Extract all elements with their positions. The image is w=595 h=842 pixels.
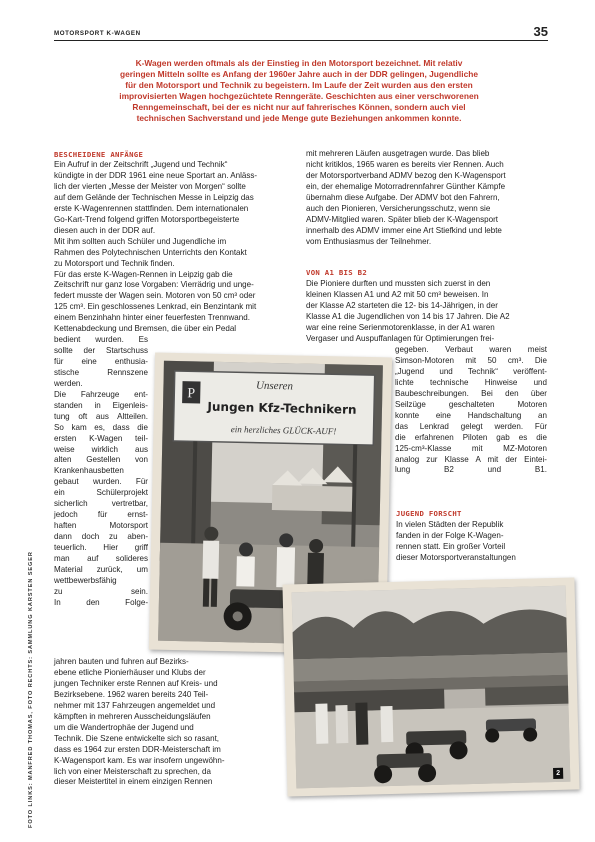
text-line: Vergaser und Auspuffanlagen für Optimierungen frei- (306, 333, 495, 343)
text-line: alten Gestellen von (54, 455, 148, 465)
text-line: auf dem Gelände der Technischen Messe in Leipzig das (54, 192, 254, 202)
text-line: der Motorsportverband ADMV bezog den K-Wagensport (306, 170, 506, 180)
text-line: dass es 1964 zur ersten DDR-Meisterschaft im (54, 744, 221, 754)
text-line: Für das erste K-Wagen-Rennen in Leipzig gab die (54, 269, 233, 279)
header-divider (54, 40, 548, 41)
text-line: wettbewerbsfähig (54, 575, 117, 585)
text-line: Rahmen des Polytechnischen Unterrichts den Kontakt (54, 247, 247, 257)
text-line: der Klasse A2 starteten die 12- bis 14-Jährigen, in der (306, 300, 498, 310)
text-line: Renngemeinschaft, bei der es nicht nur auf fahrerisches Können, sondern auch viel (132, 102, 466, 113)
text-line: technischen Sachverstand und jede Menge gute Beziehungen ankommen konnte. (136, 113, 462, 124)
text-line: lichte technische Hinweise und (395, 377, 547, 387)
col2-narrow-text (395, 345, 547, 476)
text-line: für den Motorsport und Technik zu begeistern. Im Laufe der Zeit wurden aus den ersten (125, 80, 473, 91)
text-line: bedient wurden. Es (54, 335, 148, 344)
text-line: gebaut wurden. Für (54, 477, 148, 487)
text-line: man auf solideres (54, 554, 148, 564)
text-line: „Jugend und Technik“ veröffent- (395, 366, 547, 376)
text-line: kündigte in der DDR 1961 eine neue Sportart an. Anläss- (54, 170, 258, 180)
text-line: K-Wagensport kam. Es war insofern ungewöhn- (54, 755, 225, 765)
text-line: Ein Aufruf in der Zeitschrift „Jugend und Technik“ (54, 160, 228, 169)
col1-top-text (54, 160, 283, 335)
text-line: erste K-Wagenrennen stattfinden. Dem internationalen (54, 203, 249, 213)
col1-bottom-text (54, 657, 283, 788)
text-line: In vielen Städten der Republik (396, 520, 504, 529)
text-line: jungen Techniker erste Rennen auf Kreis- und (54, 678, 218, 688)
col2-top-text (306, 149, 547, 248)
sign-text-3: ein herzliches GLÜCK-AUF! (230, 424, 337, 437)
text-line: analog zur Klasse A mit der Eintei- (395, 454, 547, 464)
text-line: vom Enthusiasmus der Teilnehmer. (306, 236, 432, 246)
text-line: zu sein. (54, 586, 148, 596)
text-line: innerhalb des ADMV immer eine Art Stiefkind und lebte (306, 225, 502, 235)
heading-bescheidene-anfaenge: BESCHEIDENE ANFÄNGE (54, 150, 144, 159)
text-line: ersten K-Wagen teil- (54, 433, 148, 443)
text-line: Kettenabdeckung und Bremsen, die über ein Pedal (54, 324, 237, 334)
photo-2 (282, 577, 579, 796)
text-line: fanden in der Folge K-Wagen- (396, 530, 504, 540)
text-line: auch den Pionieren, Versicherungsschutz, wenn sie (306, 203, 491, 213)
text-line: sicherlich vertretbar, (54, 499, 148, 509)
photo-2-image (282, 577, 579, 796)
text-line: jahren bauten und fuhren auf Bezirks- (54, 657, 189, 666)
text-line: gegeben. Verbaut waren meist (395, 345, 547, 354)
col2-end-text (396, 520, 547, 564)
text-line: das Lenkrad gelegt werden. Für (395, 421, 547, 431)
col1-narrow-text (54, 335, 148, 609)
intro-paragraph (70, 58, 528, 125)
text-line: Mit ihm sollten auch Schüler und Jugendliche im (54, 236, 227, 246)
text-line: weise wirklich aus (54, 444, 148, 454)
text-line: lich der vierten „Messe der Meister von Morgen“ sollte (54, 181, 246, 191)
text-line: haften Motorsport (54, 521, 148, 531)
text-line: Go-Kart-Trend folgend griffen Motorsportbegeisterte (54, 214, 240, 224)
page-number: 35 (533, 24, 548, 39)
text-line: diesen auch in der DDR auf. (54, 225, 156, 235)
text-line: Klasse A1 die Jugendlichen von 14 bis 17 Jahren. Die A2 (306, 311, 510, 321)
text-line: jedoch für ernst- (54, 510, 148, 520)
sign-text-1: Unseren (255, 379, 294, 393)
text-line: lich von einer Meisterschaft zu sprechen, da (54, 766, 211, 776)
text-line: kämpften in mehreren Ausscheidungsläufen (54, 711, 211, 721)
text-line: teuerlich. Hier griff (54, 543, 148, 553)
text-line: nehmer mit 137 Fahrzeugen angemeldet und (54, 700, 216, 710)
text-line: Krankenhausbetten (54, 466, 124, 476)
text-line: federt musste der Wagen sein. Motoren von 50 cm³ oder (54, 291, 256, 301)
text-line: dieser Motorsportveranstaltungen (396, 552, 516, 562)
text-line: 125 cm³. Ein geschlossenes Lenkrad, ein Benzintank mit (54, 302, 257, 312)
text-line: einem Benzinhahn hinter einer feuerfesten Trennwand. (54, 313, 250, 323)
text-line: 125-cm³-Klasse mit MZ-Motoren (395, 443, 547, 453)
photo-2-number: 2 (553, 768, 563, 779)
text-line: zu Motorsport und Technik finden. (54, 258, 175, 268)
text-line: übernahm diese Aufgabe. Der ADMV bot den Fahrern, (306, 192, 500, 202)
heading-von-a1-bis-b2: VON A1 BIS B2 (306, 268, 368, 277)
text-line: lung B2 und B1. (395, 465, 547, 475)
text-line: improvisierten Wagen hochgezüchtete Renngeräte. Geschichten aus einer verschworenen (119, 91, 479, 102)
text-line: Bezirksebene. 1962 waren bereits 240 Teil- (54, 689, 209, 699)
text-line: für eine enthusia- (54, 356, 148, 366)
text-line: kleinen Klassen A1 und A2 mit 50 cm³ beweisen. In (306, 289, 489, 299)
text-line: Die Fahrzeuge ent- (54, 389, 148, 399)
text-line: Seilzüge geschalteten Motoren (395, 399, 547, 409)
text-line: dann doch zu aben- (54, 532, 148, 542)
sign-text-2: Jungen Kfz-Technikern (207, 399, 357, 417)
text-line: ein Schülerprojekt (54, 488, 148, 498)
text-line: dieser Meistertitel in einem einzigen Rennen (54, 777, 213, 787)
text-line: mit mehreren Läufen ausgetragen wurde. Das blieb (306, 149, 490, 158)
text-line: Baubeschreibungen. Bei den über (395, 388, 547, 398)
section-label: MOTORSPORT K-WAGEN (54, 30, 141, 37)
text-line: Zeitschrift nur ganz lose Vorgaben: Vierrädrig und unge- (54, 280, 254, 290)
text-line: Technik. Die Szene entwickelte sich so rasant, (54, 733, 220, 743)
text-line: ebene etliche Pionierhäuser und Klubs der (54, 667, 206, 677)
text-line: Simson-Motoren mit 50 cm³. Die (395, 355, 547, 365)
text-line: tung oft aus Altteilen. (54, 411, 148, 421)
text-line: konnte eine Handschaltung an (395, 410, 547, 420)
text-line: stische Rennszene (54, 367, 148, 377)
text-line: Material zurück, um (54, 565, 148, 575)
text-line: Die Pioniere durften und mussten sich zuerst in den (306, 279, 491, 288)
text-line: standen in Eigenleis- (54, 400, 148, 410)
photo-credit: FOTO LINKS: MANFRED THOMAS, FOTO RECHTS: SAMMLUNG KARSTEN SEGER (28, 551, 34, 828)
col2-mid-text (306, 279, 547, 345)
text-line: ein, der ehemalige Motorradrennfahrer Günther Kämpfe (306, 181, 506, 191)
svg-text:P: P (187, 386, 196, 402)
text-line: In den Folge- (54, 597, 148, 607)
text-line: nicht kritiklos, 1965 waren es bereits vier Rennen. Auch (306, 159, 504, 169)
text-line: werden. (54, 378, 83, 388)
text-line: rennen statt. Ein großer Vorteil (396, 541, 506, 551)
text-line: war eine reine Serienmotorenklasse, in der A1 waren (306, 322, 495, 332)
text-line: sollte der Startschuss (54, 345, 148, 355)
text-line: um die Wandertrophäe der Jugend und (54, 722, 194, 732)
text-line: geringen Mitteln sollte es Anfang der 1960er Jahre auch in der DDR gelingen, Jugendliche (119, 69, 479, 80)
text-line: So kam es, dass die (54, 422, 148, 432)
text-line: K-Wagen werden oftmals als der Einstieg in den Motorsport bezeichnet. Mit relativ (135, 58, 463, 68)
heading-jugend-forscht: JUGEND FORSCHT (396, 509, 462, 518)
text-line: ADMV-Mitglied waren. Später blieb der K-Wagensport (306, 214, 499, 224)
text-line: die erfahrenen Piloten gab es die (395, 432, 547, 442)
